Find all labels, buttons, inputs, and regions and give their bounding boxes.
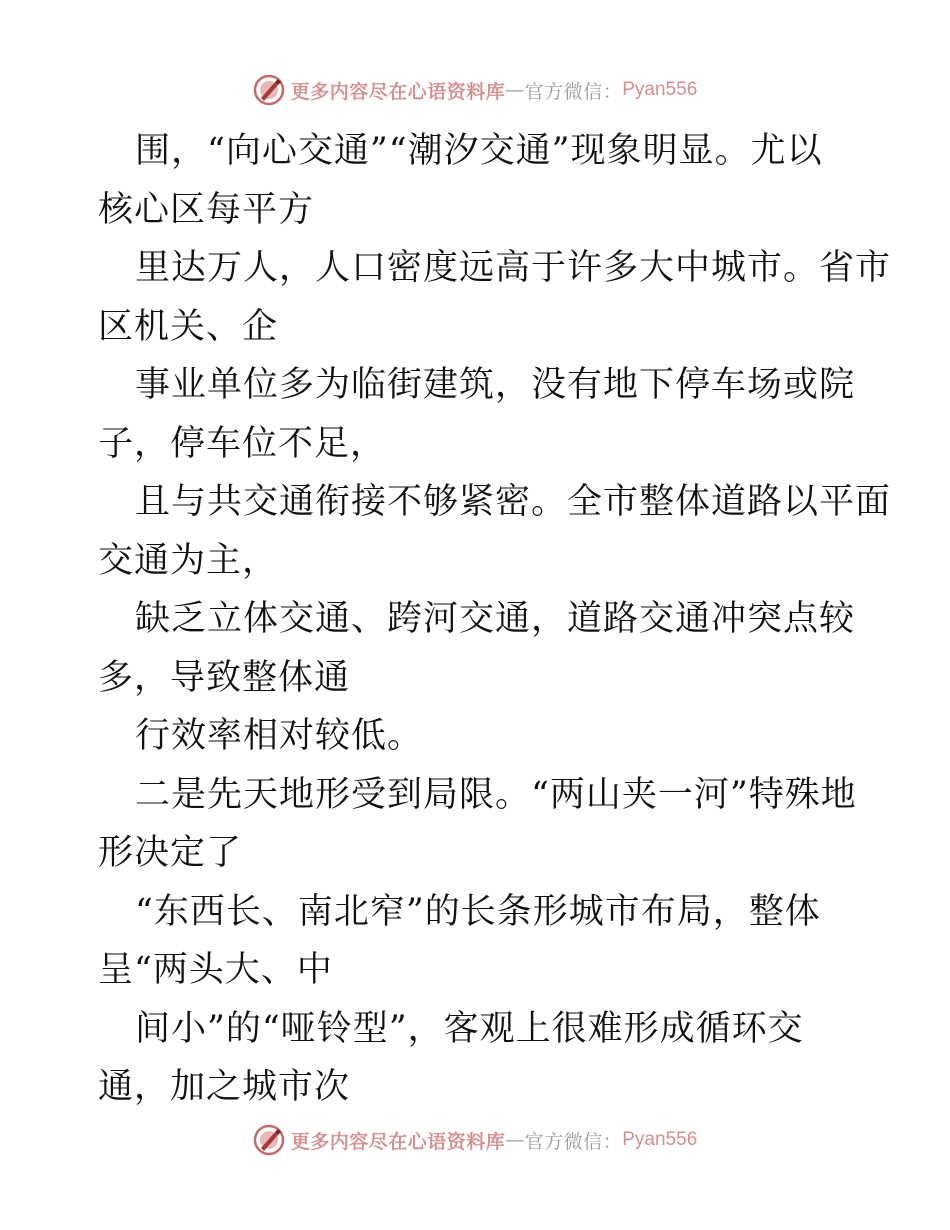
text-line: 呈“两头大、中	[98, 950, 333, 990]
text-line: 里达万人，人口密度远高于许多大中城市。省市	[135, 248, 892, 288]
watermark-wechat-id: Pyan556	[622, 79, 698, 100]
watermark-wechat-id: Pyan556	[622, 1129, 698, 1150]
text-line: 围，“向心交通”“潮汐交通”现象明显。尤以	[135, 131, 823, 171]
text-line: 形决定了	[98, 833, 243, 873]
text-line: 二是先天地形受到局限。“两山夹一河”特殊地	[135, 774, 857, 815]
text-line: 事业单位多为临街建筑，没有地下停车场或院	[135, 365, 856, 405]
pen-logo-icon	[253, 1124, 285, 1156]
text-line: 且与共交通衔接不够紧密。全市整体道路以平面	[135, 482, 892, 522]
watermark-wechat-label: 官方微信：	[524, 80, 623, 103]
text-line: 缺乏立体交通、跨河交通，道路交通冲突点较	[135, 599, 856, 639]
text-line: 核心区每平方	[98, 189, 315, 230]
watermark-site-name: 更多内容尽在心语资料库	[290, 80, 506, 103]
text-line: 通，加之城市次	[98, 1067, 351, 1107]
text-line: 间小”的“哑铃型”，客观上很难形成循环交	[135, 1008, 804, 1049]
text-line: 行效率相对较低。	[135, 716, 424, 756]
pen-logo-icon	[253, 74, 285, 106]
header-watermark	[0, 70, 950, 110]
text-line: 子，停车位不足，	[98, 423, 387, 464]
document-body	[98, 122, 898, 1117]
text-line: 交通为主，	[98, 540, 279, 581]
text-line: 区机关、企	[98, 306, 279, 347]
watermark-site-name: 更多内容尽在心语资料库	[290, 1130, 506, 1153]
watermark-dash: —	[505, 79, 525, 101]
watermark-wechat-label: 官方微信：	[524, 1130, 623, 1153]
footer-watermark	[0, 1120, 950, 1160]
text-line: 多，导致整体通	[98, 657, 351, 698]
text-line: “东西长、南北窄”的长条形城市布局，整体	[135, 891, 821, 932]
watermark-dash: —	[505, 1129, 525, 1151]
